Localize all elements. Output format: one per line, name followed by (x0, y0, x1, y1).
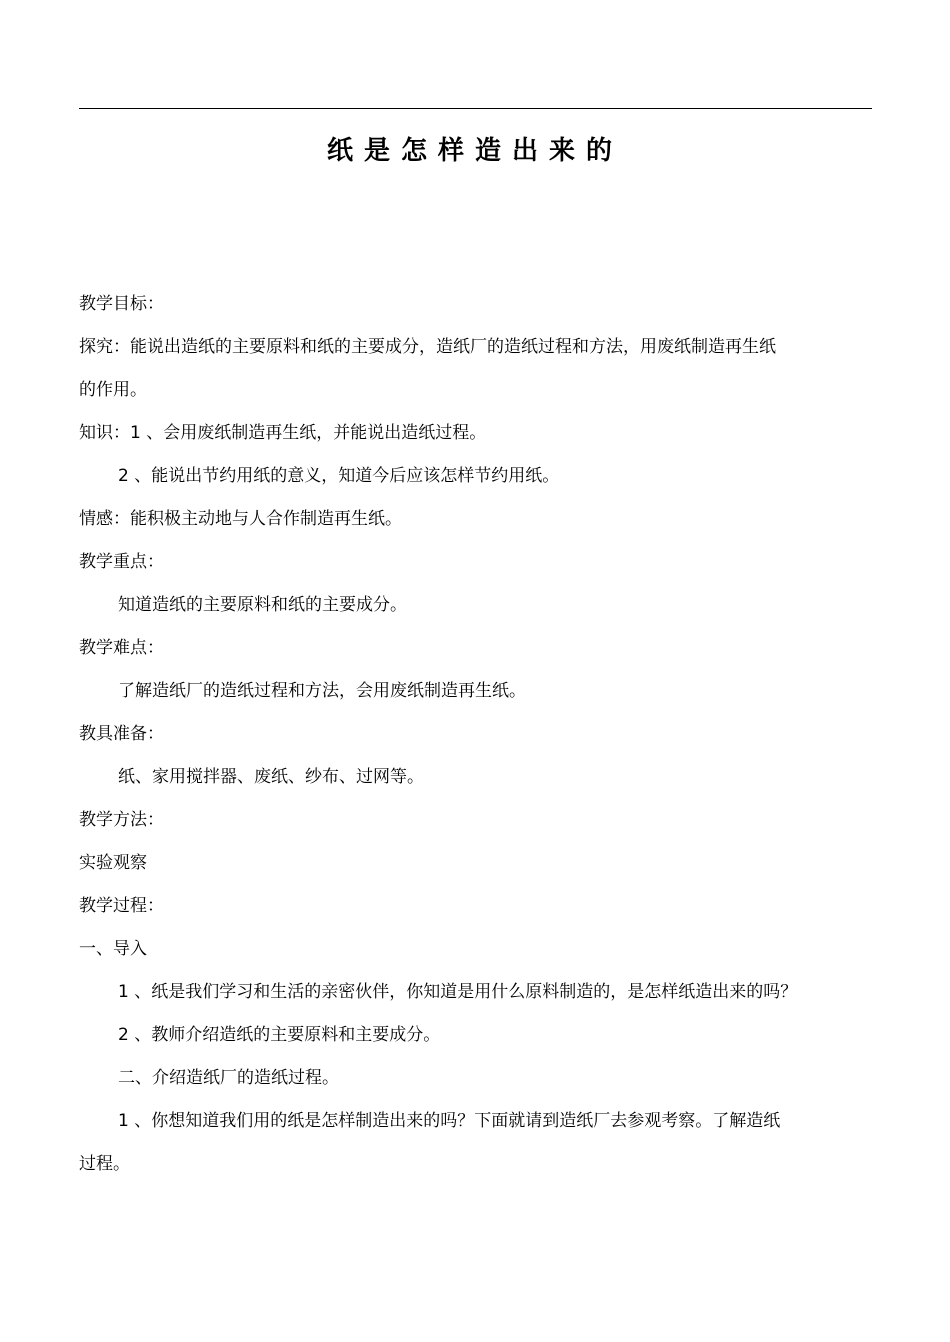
section-heading-key-points: 教学重点： (79, 552, 164, 572)
paragraph-factory-1-continued: 过程。 (79, 1154, 130, 1174)
section-heading-process: 教学过程： (79, 896, 164, 916)
section-heading-objectives: 教学目标： (79, 294, 164, 314)
paragraph-emotion: 情感：能积极主动地与人合作制造再生纸。 (79, 509, 402, 529)
paragraph-methods: 实验观察 (79, 853, 147, 873)
document-title: 纸是怎样造出来的 (326, 136, 623, 166)
document-body (79, 283, 879, 1186)
paragraph-intro-2: 2 、教师介绍造纸的主要原料和主要成分。 (118, 1025, 441, 1045)
section-heading-methods: 教学方法： (79, 810, 164, 830)
paragraph-factory-1: 1 、你想知道我们用的纸是怎样制造出来的吗？下面就请到造纸厂去参观考察。了解造纸 (118, 1111, 781, 1131)
subsection-heading-intro: 一、导入 (79, 939, 147, 959)
subsection-heading-factory: 二、介绍造纸厂的造纸过程。 (118, 1068, 339, 1088)
paragraph-explore-continued: 的作用。 (79, 380, 147, 400)
paragraph-materials: 纸、家用搅拌器、废纸、纱布、过网等。 (118, 767, 424, 787)
section-heading-materials: 教具准备： (79, 724, 164, 744)
section-heading-difficulties: 教学难点： (79, 638, 164, 658)
paragraph-knowledge-1: 知识：1 、会用废纸制造再生纸，并能说出造纸过程。 (79, 423, 487, 443)
paragraph-explore: 探究：能说出造纸的主要原料和纸的主要成分，造纸厂的造纸过程和方法，用废纸制造再生纸 (79, 337, 776, 357)
paragraph-intro-1: 1 、纸是我们学习和生活的亲密伙伴，你知道是用什么原料制造的，是怎样纸造出来的吗？ (118, 982, 798, 1002)
paragraph-difficulties: 了解造纸厂的造纸过程和方法，会用废纸制造再生纸。 (118, 681, 526, 701)
header-rule (79, 108, 872, 109)
paragraph-key-points: 知道造纸的主要原料和纸的主要成分。 (118, 595, 407, 615)
paragraph-knowledge-2: 2 、能说出节约用纸的意义，知道今后应该怎样节约用纸。 (118, 466, 560, 486)
